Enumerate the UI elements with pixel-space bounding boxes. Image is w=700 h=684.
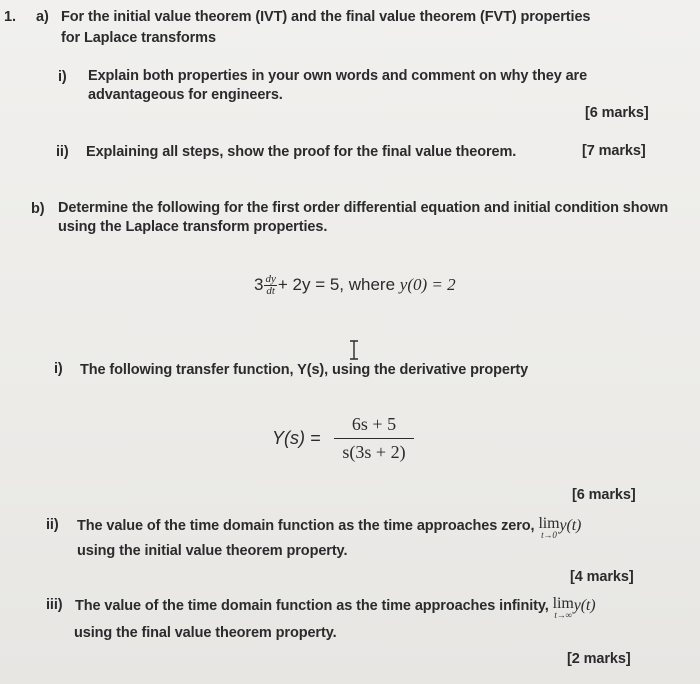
part-b-stem-line1: Determine the following for the first order differential equation and initial condition shown xyxy=(58,200,669,216)
part-b-iii-line2: using the final value theorem property. xyxy=(74,625,337,641)
initial-condition: y(0) = 2 xyxy=(399,274,456,294)
lim-word: lim xyxy=(538,515,560,532)
question-number: 1. xyxy=(4,9,16,25)
derivative-numerator: dy xyxy=(265,273,276,285)
part-b-ii-label: ii) xyxy=(46,517,59,533)
part-a-stem-line2: for Laplace transforms xyxy=(61,30,216,46)
text-cursor-icon xyxy=(349,340,359,360)
part-b-ii-line1 xyxy=(77,517,581,540)
limit-to-zero xyxy=(538,517,559,540)
part-b-ii-line2: using the initial value theorem property. xyxy=(77,543,348,559)
part-b-iii-marks: [2 marks] xyxy=(567,651,631,667)
transfer-function-fraction xyxy=(334,414,414,463)
part-b-label: b) xyxy=(31,201,45,217)
transfer-function-denominator: s(3s + 2) xyxy=(342,442,406,462)
part-a-ii-label: ii) xyxy=(56,144,69,160)
derivative-fraction xyxy=(264,274,276,297)
differential-equation xyxy=(254,274,456,297)
derivative-denominator: dt xyxy=(266,285,275,297)
part-a-stem-line1: For the initial value theorem (IVT) and the final value theorem (FVT) properties xyxy=(61,9,591,25)
part-b-i-label: i) xyxy=(54,361,63,377)
transfer-function-lhs: Y(s) = xyxy=(272,428,321,448)
lim-word: lim xyxy=(552,595,574,612)
time-function: y(t) xyxy=(559,517,582,534)
part-b-iii-label: iii) xyxy=(46,597,63,613)
part-b-i-line1: The following transfer function, Y(s), using the derivative property xyxy=(80,362,529,378)
time-function: y(t) xyxy=(573,597,596,614)
lim-subscript: t→0 xyxy=(541,530,557,540)
part-a-label: a) xyxy=(36,9,49,25)
part-b-i-marks: [6 marks] xyxy=(572,487,636,503)
part-a-ii-line1: Explaining all steps, show the proof for the final value theorem. xyxy=(86,144,517,160)
equation-coefficient: 3 xyxy=(254,274,264,294)
part-b-ii-marks: [4 marks] xyxy=(570,569,634,585)
part-b-iii-line1 xyxy=(75,597,596,620)
part-b-iii-text: The value of the time domain function as the time approaches infinity, xyxy=(75,598,549,614)
lim-subscript: t→∞ xyxy=(554,610,572,620)
part-a-ii-marks: [7 marks] xyxy=(582,143,646,159)
fraction-bar xyxy=(334,438,414,439)
part-b-stem-line2: using the Laplace transform properties. xyxy=(58,219,328,235)
transfer-function-numerator: 6s + 5 xyxy=(351,414,397,434)
limit-to-infinity xyxy=(553,597,574,620)
equation-rest: + 2y = 5, where xyxy=(277,274,396,294)
part-a-i-marks: [6 marks] xyxy=(585,105,649,121)
part-b-ii-text: The value of the time domain function as the time approaches zero, xyxy=(77,518,535,534)
part-a-i-line2: advantageous for engineers. xyxy=(88,87,283,103)
part-a-i-line1: Explain both properties in your own words and comment on why they are xyxy=(88,68,588,84)
part-a-i-label: i) xyxy=(58,69,67,85)
